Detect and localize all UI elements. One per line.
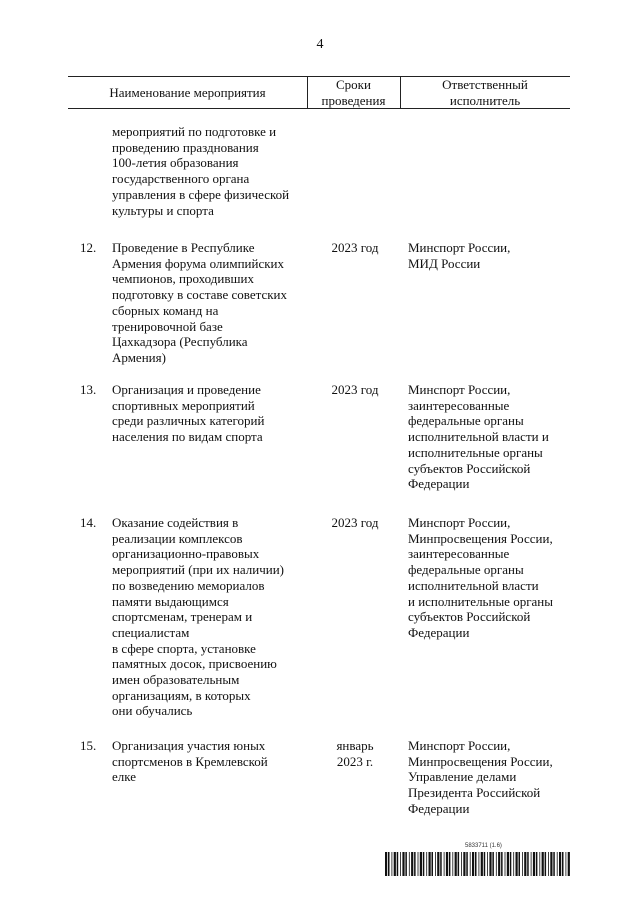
header-name: Наименование мероприятия <box>109 85 266 100</box>
row-number: 12. <box>80 240 97 255</box>
row-name: Организация и проведение спортивных мероприятий среди различных категорий населения по видам спорта <box>112 382 265 445</box>
row-name: Оказание содействия в реализации комплексов организационно-правовых мероприятий (при их наличии) по возведению мемориалов памяти выдающимся спортсменам, тренерам и специалистам в сфере спорта, установке памятных досок, присвоению имен образовательным организациям, в которых они обучались <box>112 515 285 719</box>
row-responsible: Минспорт России, Минпросвещения России, заинтересованные федеральные органы исполнительной власти и исполнительные органы субъектов Российской Федерации <box>408 515 553 640</box>
header-dates: Сроки проведения <box>321 77 386 108</box>
barcode-icon <box>385 852 571 876</box>
row-dates: 2023 год <box>331 515 379 530</box>
continuation-name: мероприятий по подготовке и проведению празднования 100-летия образования государственного органа управления в сфере физической культуры и спорта <box>112 124 290 218</box>
table-header-bottom-rule <box>68 108 570 109</box>
row-name: Организация участия юных спортсменов в Кремлевской елке <box>112 738 268 785</box>
row-number: 13. <box>80 382 97 397</box>
row-dates: 2023 год <box>331 240 379 255</box>
row-responsible: Минспорт России, МИД России <box>408 240 511 271</box>
row-number: 15. <box>80 738 97 753</box>
row-name: Проведение в Республике Армения форума олимпийских чемпионов, проходивших подготовку в составе советских сборных команд на тренировочной базе Цахкадзора (Республика Армения) <box>112 240 287 365</box>
document-code: 5833711 (1.6) <box>465 843 502 849</box>
row-responsible: Минспорт России, Минпросвещения России, Управление делами Президента Российской Федерации <box>408 738 553 816</box>
row-dates: январь 2023 г. <box>336 738 374 769</box>
header-responsible: Ответственный исполнитель <box>442 77 528 108</box>
page-number: 4 <box>316 37 324 52</box>
row-dates: 2023 год <box>331 382 379 397</box>
row-number: 14. <box>80 515 97 530</box>
row-responsible: Минспорт России, заинтересованные федеральные органы исполнительной власти и исполнительные органы субъектов Российской Федерации <box>408 382 549 492</box>
